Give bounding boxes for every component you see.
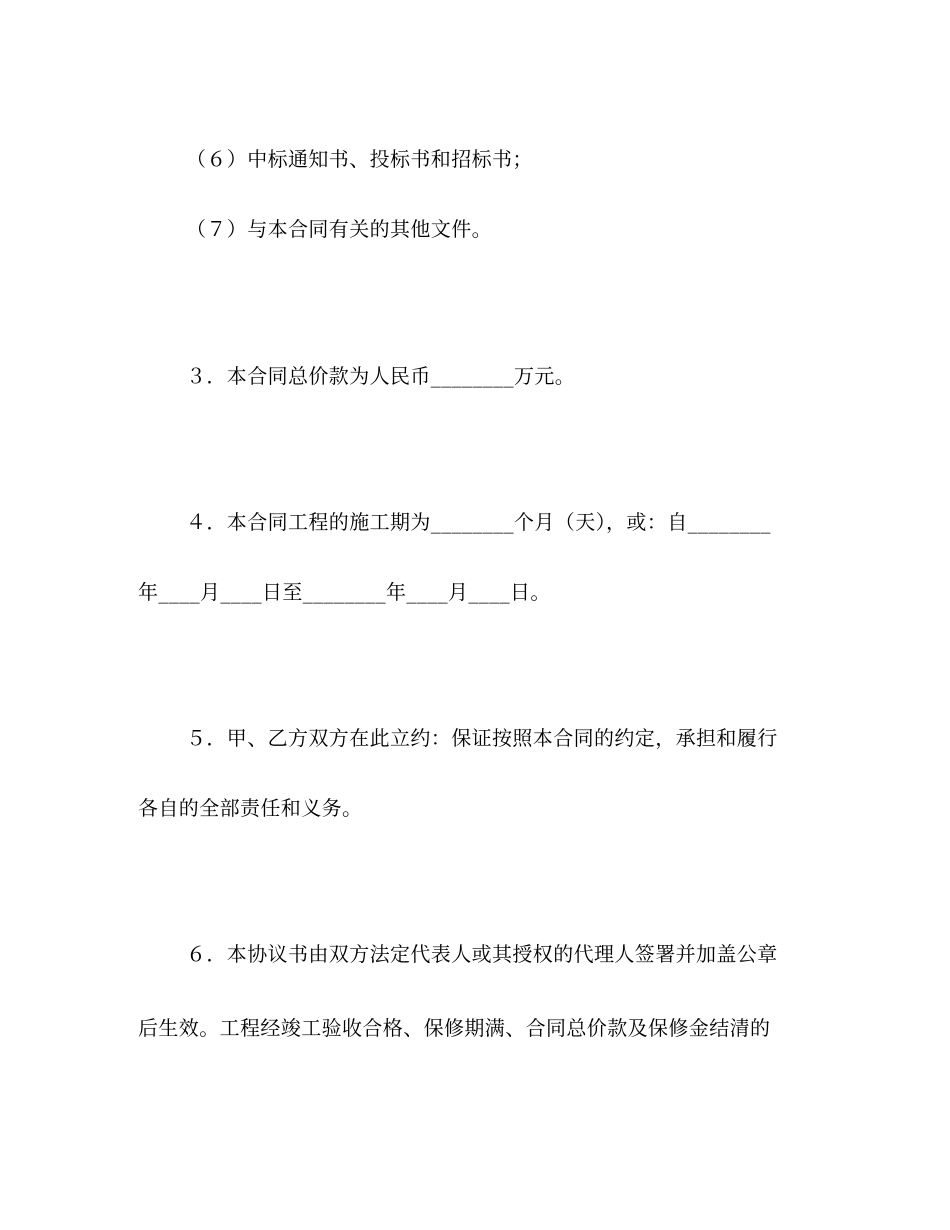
clause-3: ３．本合同总价款为人民币________万元。: [186, 364, 576, 388]
clause-6-line-2: 后生效。工程经竣工验收合格、保修期满、合同总价款及保修金结清的: [138, 1016, 771, 1040]
clause-6-line-1: ６．本协议书由双方法定代表人或其授权的代理人签署并加盖公章: [186, 942, 778, 966]
clause-4-line-1: ４．本合同工程的施工期为________个月（天），或：自________: [186, 510, 771, 534]
clause-5-line-2: 各自的全部责任和义务。: [138, 796, 363, 820]
list-item-7: （７）与本合同有关的其他文件。: [186, 217, 492, 241]
clause-4-line-2: 年____月____日至________年____月____日。: [138, 580, 551, 604]
list-item-6: （６）中标通知书、投标书和招标书；: [186, 147, 533, 171]
clause-5-line-1: ５．甲、乙方双方在此立约：保证按照本合同的约定，承担和履行: [186, 726, 778, 750]
